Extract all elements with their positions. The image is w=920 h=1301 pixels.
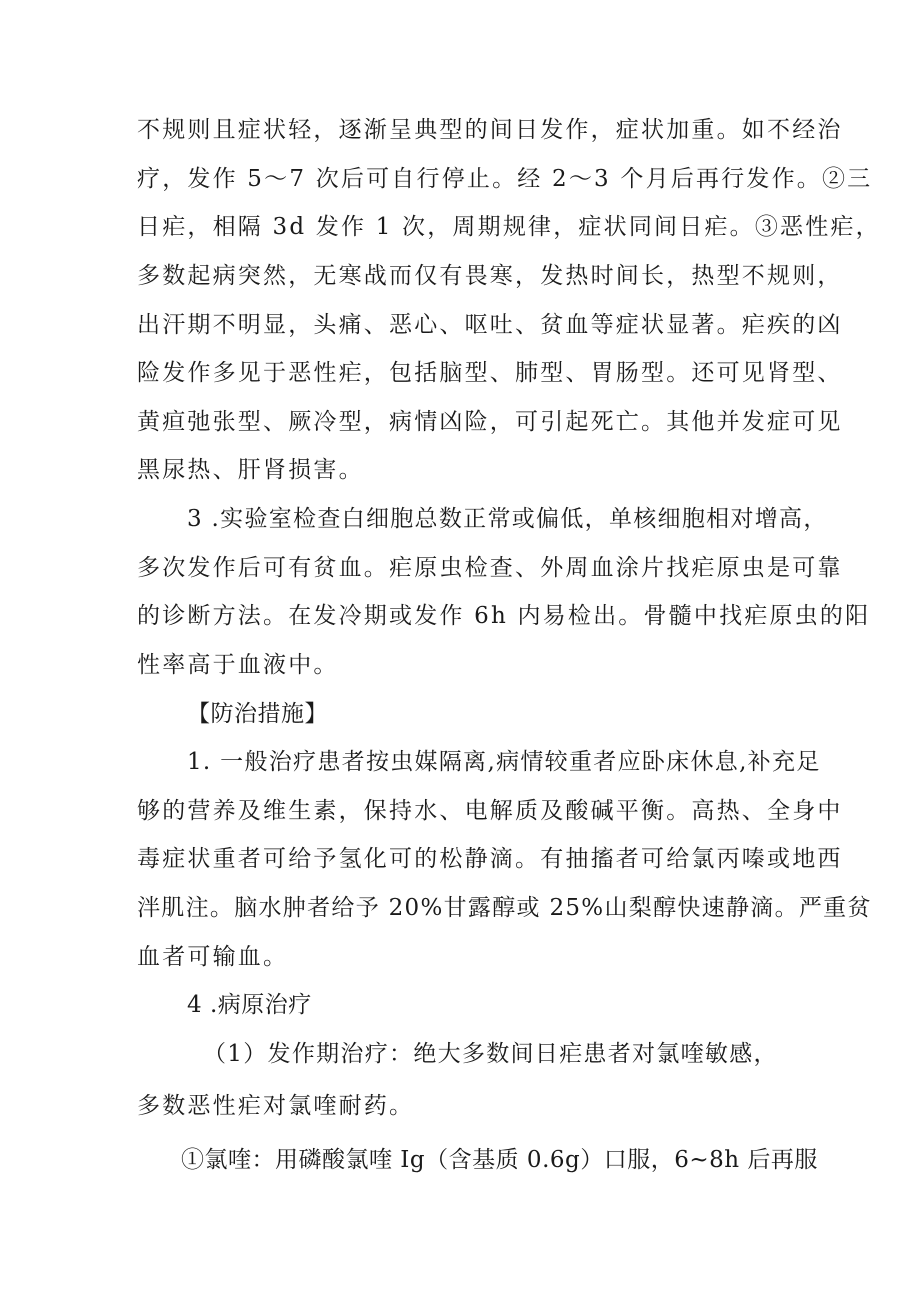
- text-line: 多数起病突然，无寒战而仅有畏寒，发热时间长，热型不规则，: [137, 263, 843, 289]
- text-line: 的诊断方法。在发冷期或发作 6h 内易检出。骨髓中找疟原虫的阳: [137, 603, 871, 629]
- text-line: 泮肌注。脑水肿者给予 20%甘露醇或 25%山梨醇快速静滴。严重贫: [137, 895, 872, 921]
- text-line: 3 .实验室检查白细胞总数正常或偏低，单核细胞相对增高，: [187, 506, 828, 532]
- subsection-heading: 4 .病原治疗: [187, 992, 312, 1018]
- text-line: 多数恶性疟对氯喹耐药。: [137, 1093, 415, 1119]
- text-line: 毒症状重者可给予氢化可的松静滴。有抽搐者可给氯丙嗪或地西: [137, 846, 843, 872]
- text-line: 险发作多见于恶性疟，包括脑型、肺型、胃肠型。还可见肾型、: [137, 360, 843, 386]
- text-line: 日疟，相隔 3d 发作 1 次，周期规律，症状同间日疟。③恶性疟，: [137, 214, 881, 240]
- text-line: 疗，发作 5～7 次后可自行停止。经 2～3 个月后再行发作。②三: [137, 166, 873, 192]
- text-line: 血者可输血。: [137, 944, 289, 970]
- text-line: 出汗期不明显，头痛、恶心、呕吐、贫血等症状显著。疟疾的凶: [137, 312, 843, 338]
- text-line: 够的营养及维生素，保持水、电解质及酸碱平衡。高热、全身中: [137, 798, 843, 824]
- text-line: ①氯喹：用磷酸氯喹 Ig（含基质 0.6g）口服，6~8h 后再服: [181, 1147, 818, 1173]
- text-line: 多次发作后可有贫血。疟原虫检查、外周血涂片找疟原虫是可靠: [137, 555, 843, 581]
- text-line: 性率高于血液中。: [137, 652, 339, 678]
- section-heading: 【防治措施】: [187, 701, 328, 727]
- text-line: （1）发作期治疗：绝大多数间日疟患者对氯喹敏感，: [203, 1041, 778, 1067]
- text-line: 1. 一般治疗患者按虫媒隔离,病情较重者应卧床休息,补充足: [187, 749, 821, 775]
- text-line: 不规则且症状轻，逐渐呈典型的间日发作，症状加重。如不经治: [137, 117, 843, 143]
- text-line: 黑尿热、肝肾损害。: [137, 457, 364, 483]
- text-line: 黄疸弛张型、厥冷型，病情凶险，可引起死亡。其他并发症可见: [137, 409, 843, 435]
